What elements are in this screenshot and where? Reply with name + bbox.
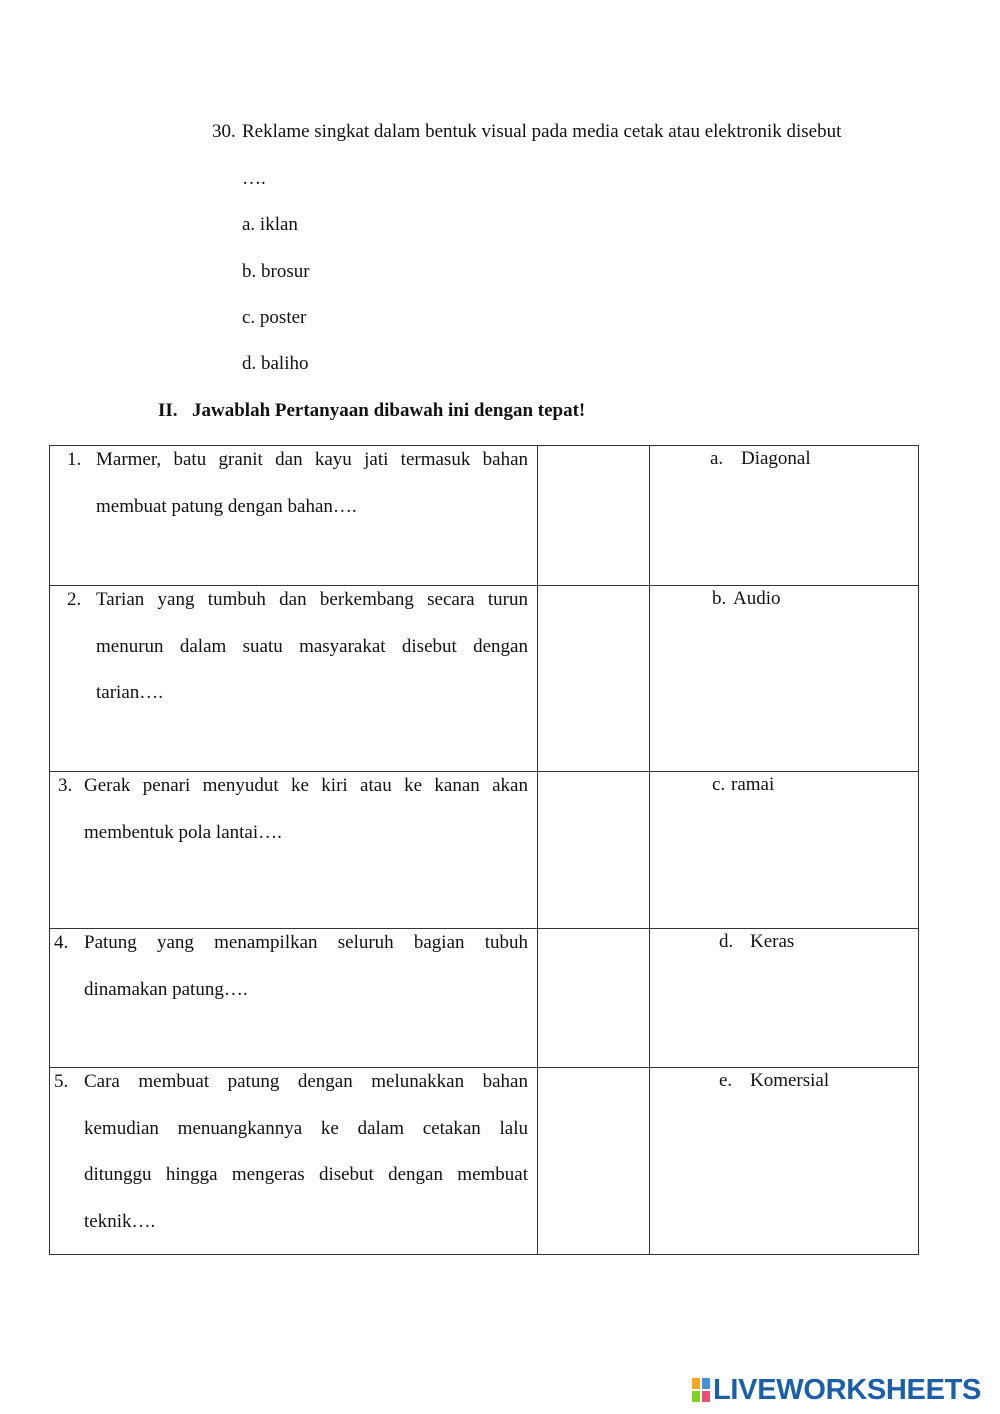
answer-letter: a. [710, 448, 724, 469]
answer-option-d [719, 931, 794, 953]
matching-question-3 [54, 763, 528, 856]
column-divider [537, 445, 538, 1255]
matching-question-4 [54, 920, 528, 1013]
question-line: tarian…. [96, 682, 164, 703]
table-border-bottom [49, 1254, 919, 1255]
question-line: membuat patung dengan bahan…. [96, 495, 357, 517]
question-line: Marmer, batu granit dan kayu jati termasuk bahan [96, 449, 528, 470]
answer-letter: d. [719, 931, 734, 952]
answer-text: Audio [733, 588, 781, 609]
section-title: Jawablah Pertanyaan dibawah ini dengan tepat! [192, 400, 586, 421]
answer-text: Komersial [750, 1070, 830, 1091]
liveworksheets-logo-icon [692, 1378, 710, 1402]
question-30-text: Reklame singkat dalam bentuk visual pada media cetak atau elektronik disebut [242, 121, 842, 142]
question-line: kemudian menuangkannya ke dalam cetakan lalu [84, 1117, 528, 1139]
answer-letter: e. [719, 1070, 733, 1091]
question-line: membentuk pola lantai…. [84, 821, 282, 843]
question-number: 3. [58, 775, 73, 796]
answer-option-c [712, 774, 774, 796]
question-30-option-d: d. baliho [242, 353, 309, 374]
question-number: 1. [67, 449, 82, 470]
column-divider [649, 445, 650, 1255]
answer-letter: c. [712, 774, 726, 795]
table-border-left [49, 445, 50, 1255]
liveworksheets-logo-text: LIVEWORKSHEETS [713, 1373, 982, 1406]
question-30-option-a: a. iklan [242, 214, 298, 235]
answer-text: Diagonal [741, 448, 811, 469]
answer-option-b [712, 588, 781, 610]
question-line: Cara membuat patung dengan melunakkan bahan [84, 1071, 528, 1092]
question-line: dinamakan patung…. [84, 978, 248, 1000]
matching-table [49, 445, 919, 1255]
question-line: ditunggu hingga mengeras disebut dengan membuat [84, 1164, 528, 1185]
liveworksheets-logo [692, 1374, 981, 1406]
question-number: 5. [54, 1071, 69, 1092]
answer-option-a [710, 448, 811, 470]
question-line: teknik…. [84, 1210, 156, 1232]
question-line: Tarian yang tumbuh dan berkembang secara turun [96, 589, 528, 610]
answer-letter: b. [712, 588, 727, 609]
question-line: Patung yang menampilkan seluruh bagian tubuh [84, 932, 528, 953]
question-30-number: 30. [212, 121, 236, 142]
question-number: 2. [67, 589, 82, 610]
matching-question-1 [54, 437, 528, 530]
section-heading [158, 400, 585, 422]
question-line: menurun dalam suatu masyarakat disebut dengan [96, 635, 528, 657]
question-30-option-c: c. poster [242, 307, 307, 328]
question-30-option-b: b. brosur [242, 261, 310, 282]
matching-question-5 [54, 1059, 528, 1245]
table-border-right [918, 445, 919, 1255]
question-30-continuation: …. [242, 168, 266, 189]
question-number: 4. [54, 932, 69, 953]
answer-text: ramai [731, 774, 775, 795]
answer-option-e [719, 1070, 829, 1092]
question-line: Gerak penari menyudut ke kiri atau ke kanan akan [84, 775, 528, 796]
answer-text: Keras [750, 931, 795, 952]
matching-question-2 [54, 577, 528, 717]
section-roman-numeral: II. [158, 400, 178, 421]
